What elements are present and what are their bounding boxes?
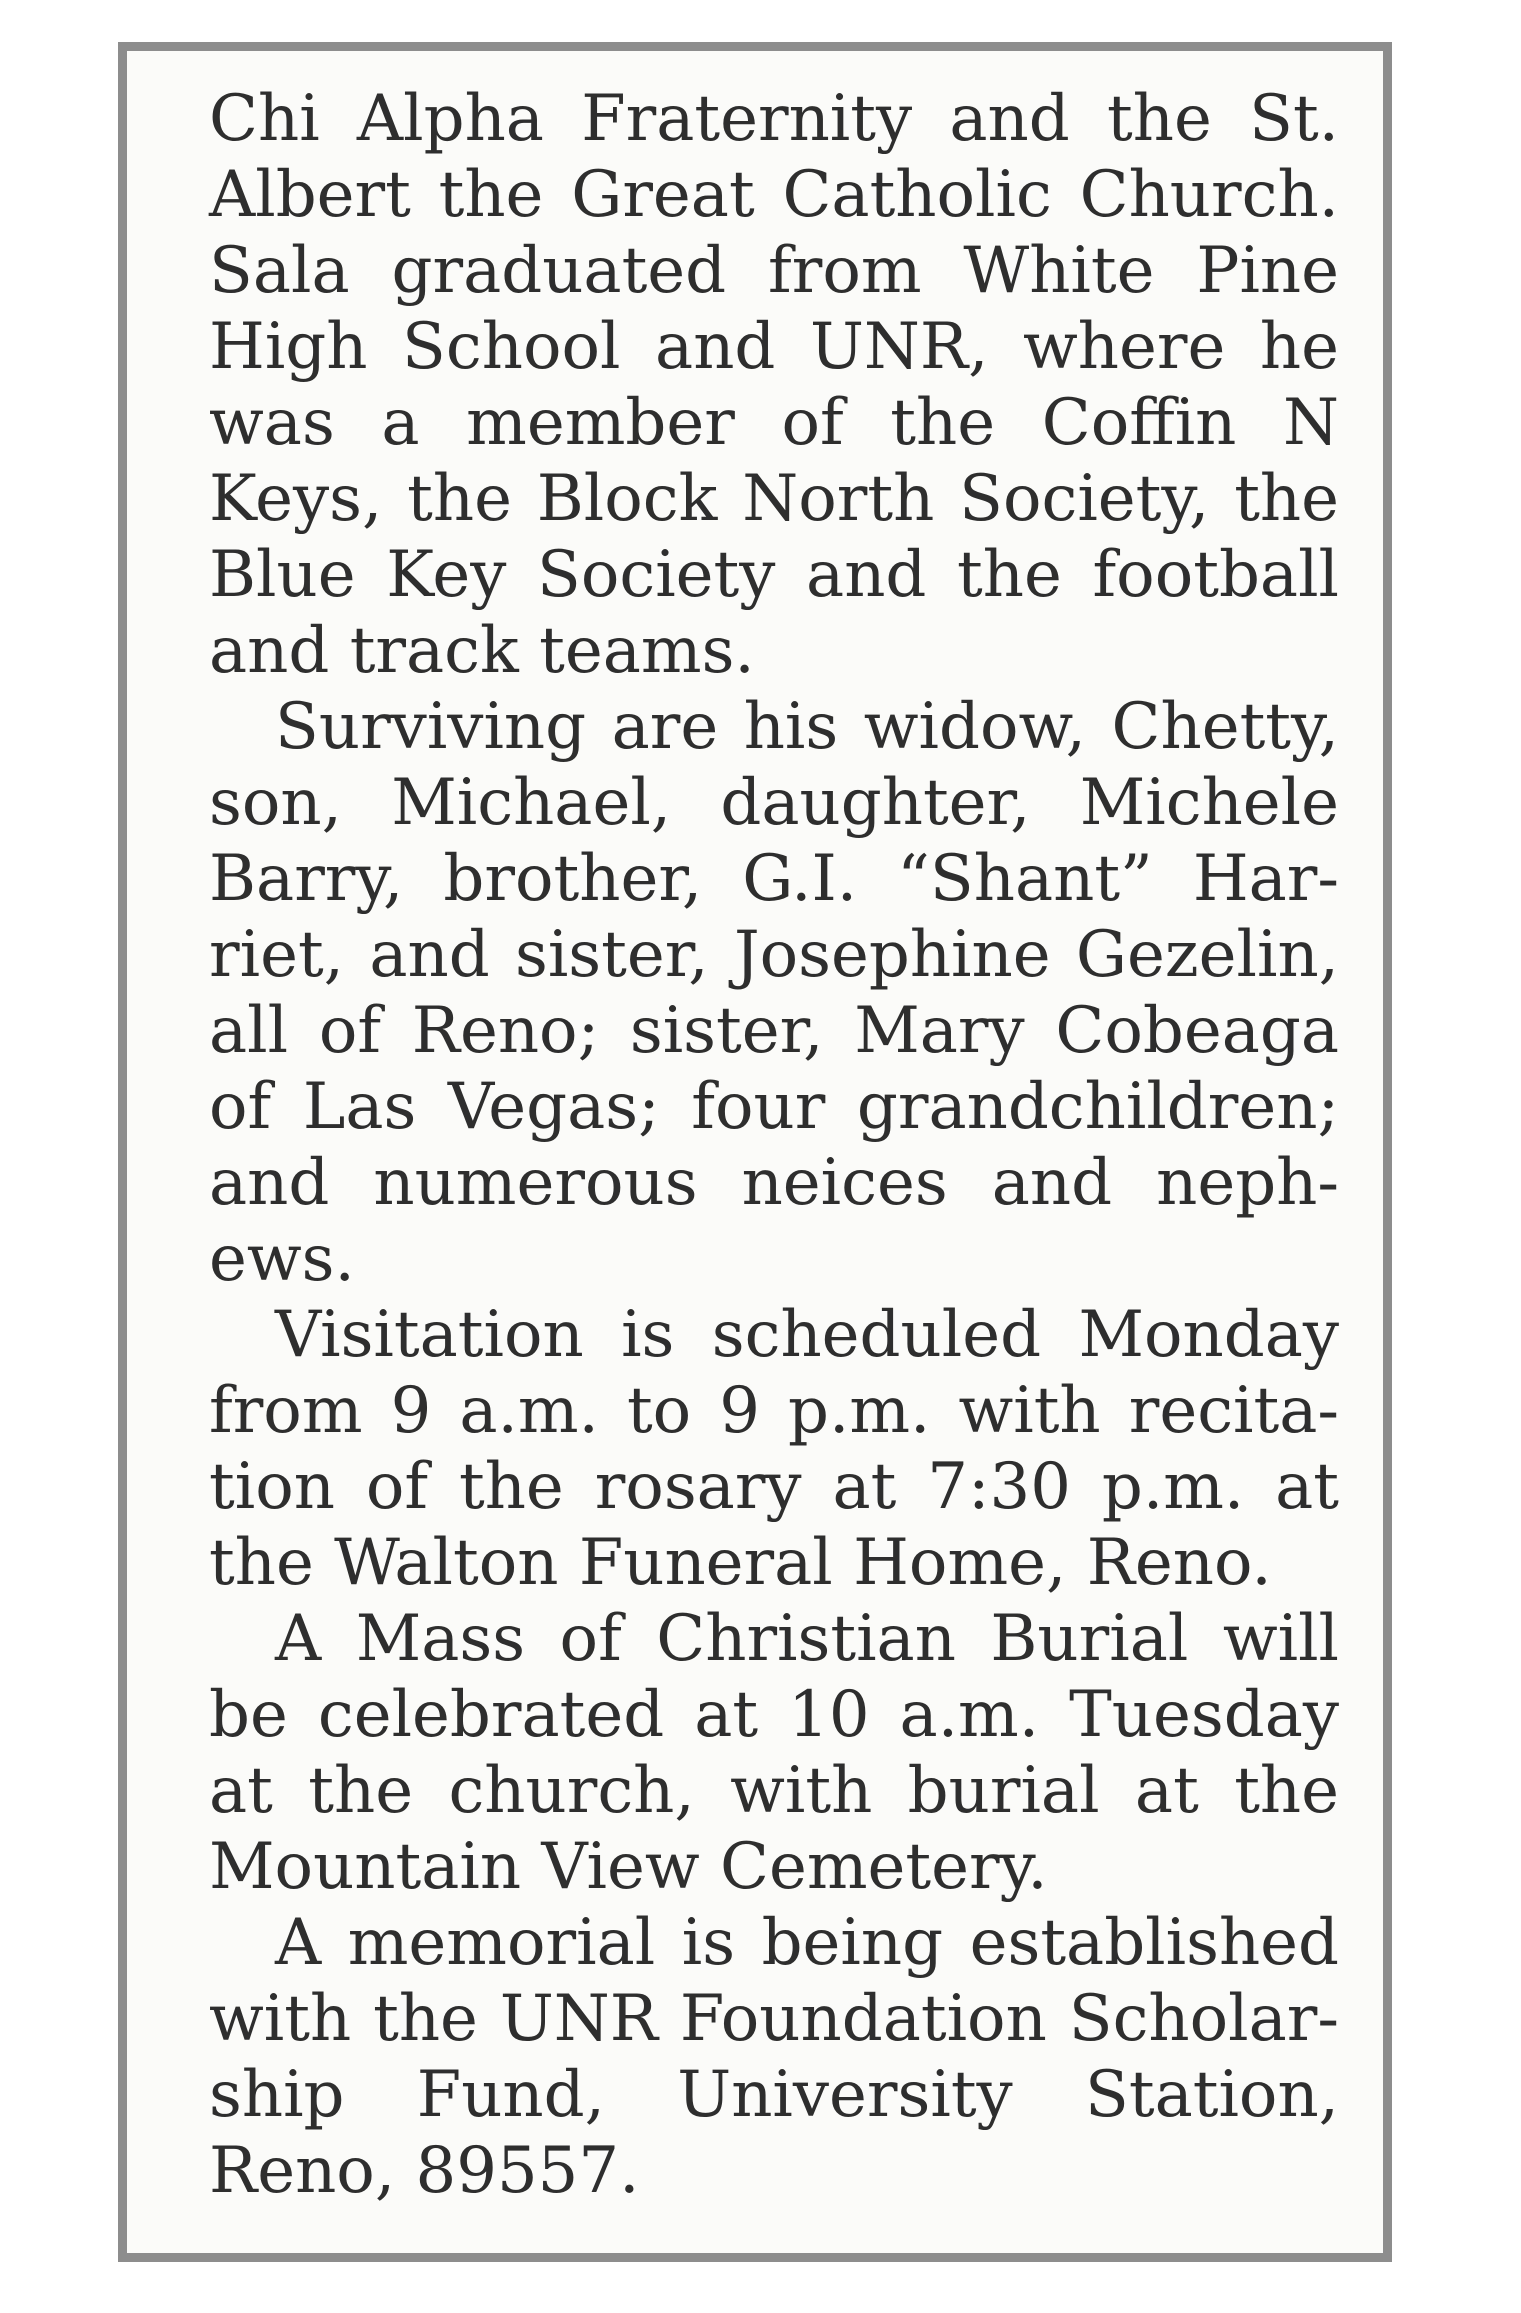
text-line: Albert the Great Catholic Church. bbox=[209, 158, 1339, 232]
obituary-text bbox=[209, 81, 1339, 2209]
text-line: all of Reno; sister, Mary Cobeaga bbox=[209, 994, 1339, 1068]
text-line: riet, and sister, Josephine Gezelin, bbox=[209, 918, 1339, 992]
text-line: be celebrated at 10 a.m. Tuesday bbox=[209, 1678, 1339, 1752]
text-line: A Mass of Christian Burial will bbox=[275, 1602, 1339, 1676]
text-line: Keys, the Block North Society, the bbox=[209, 462, 1339, 536]
text-line: of Las Vegas; four grandchildren; bbox=[209, 1070, 1339, 1144]
text-line: and track teams. bbox=[209, 614, 755, 688]
text-line: at the church, with burial at the bbox=[209, 1754, 1339, 1828]
text-line: was a member of the Coffin N bbox=[209, 386, 1339, 460]
text-line: Blue Key Society and the football bbox=[209, 538, 1339, 612]
newspaper-clipping bbox=[118, 42, 1392, 2262]
paragraph-memorial bbox=[209, 1905, 1339, 2209]
text-line: High School and UNR, where he bbox=[209, 310, 1339, 384]
text-line: tion of the rosary at 7:30 p.m. at bbox=[209, 1450, 1339, 1524]
text-line: Reno, 89557. bbox=[209, 2134, 640, 2208]
text-line: with the UNR Foundation Scholar- bbox=[209, 1982, 1339, 2056]
paragraph-survivors bbox=[209, 689, 1339, 1297]
text-line: Visitation is scheduled Monday bbox=[275, 1298, 1339, 1372]
paragraph-visitation bbox=[209, 1297, 1339, 1601]
text-line: Surviving are his widow, Chetty, bbox=[275, 690, 1339, 764]
text-line: ship Fund, University Station, bbox=[209, 2058, 1339, 2132]
text-line: from 9 a.m. to 9 p.m. with recita- bbox=[209, 1374, 1339, 1448]
text-line: and numerous neices and neph- bbox=[209, 1146, 1339, 1220]
text-line: Chi Alpha Fraternity and the St. bbox=[209, 82, 1339, 156]
paragraph-education bbox=[209, 81, 1339, 689]
text-line: Mountain View Cemetery. bbox=[209, 1830, 1048, 1904]
text-line: son, Michael, daughter, Michele bbox=[209, 766, 1339, 840]
paragraph-mass bbox=[209, 1601, 1339, 1905]
text-line: ews. bbox=[209, 1222, 355, 1296]
text-line: Barry, brother, G.I. “Shant” Har- bbox=[209, 842, 1339, 916]
text-line: Sala graduated from White Pine bbox=[209, 234, 1339, 308]
text-line: A memorial is being established bbox=[275, 1906, 1339, 1980]
text-line: the Walton Funeral Home, Reno. bbox=[209, 1526, 1272, 1600]
